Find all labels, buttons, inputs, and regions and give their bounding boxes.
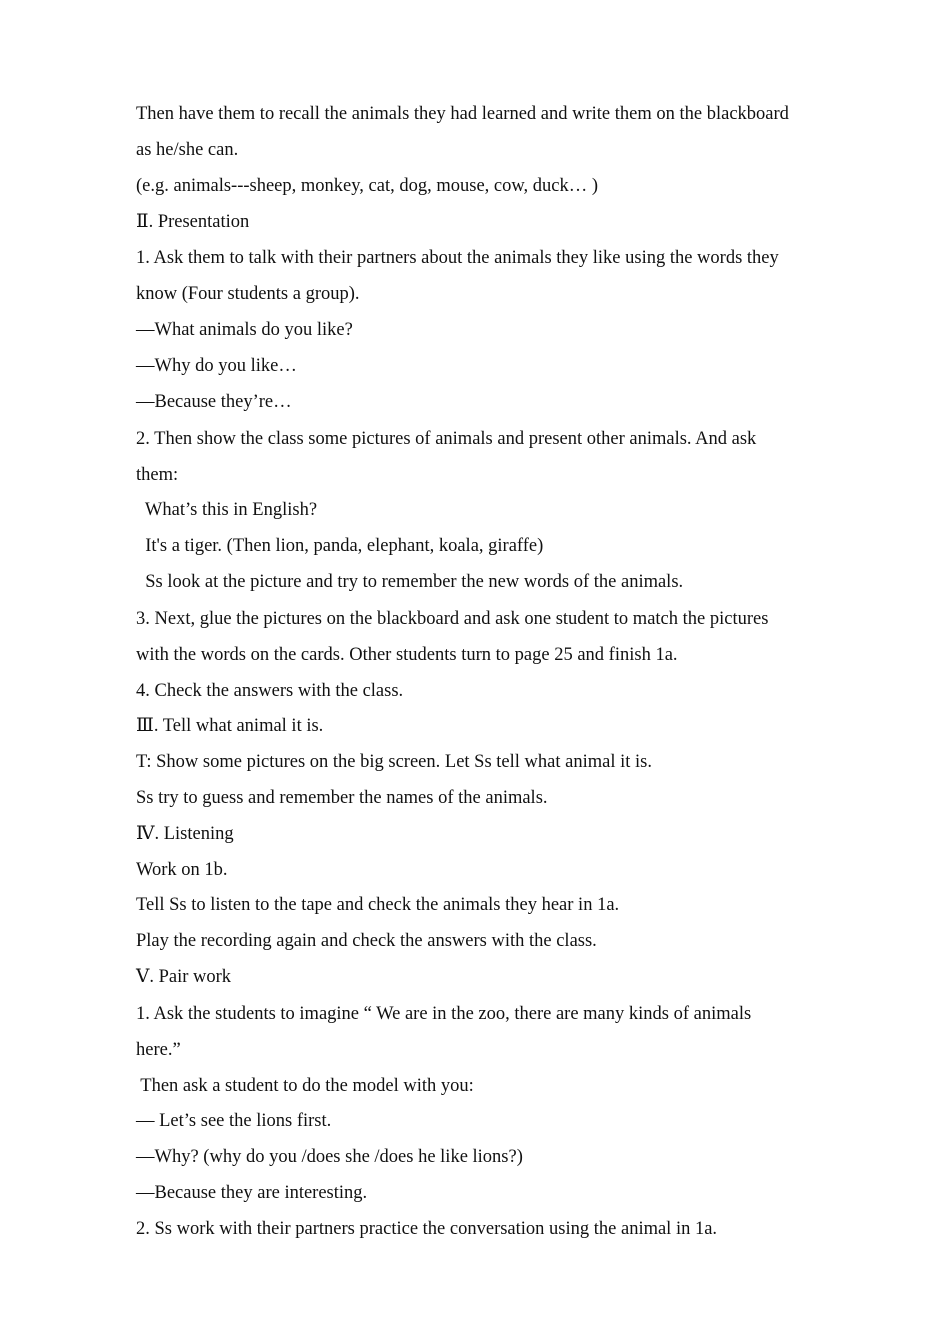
step-line: them:	[136, 464, 179, 485]
step-line: 2. Then show the class some pictures of animals and present other animals. And ask	[136, 428, 757, 449]
section-heading-listening: Ⅳ. Listening	[136, 823, 234, 844]
dialogue-line: —Why? (why do you /does she /does he like lions?)	[136, 1147, 523, 1168]
step-line: 3. Next, glue the pictures on the blackboard and ask one student to match the pictures	[136, 608, 769, 629]
dialogue-line: —What animals do you like?	[136, 320, 353, 341]
paragraph-line: Play the recording again and check the answers with the class.	[136, 931, 597, 952]
dialogue-line: —Because they’re…	[136, 391, 292, 412]
paragraph-line: as he/she can.	[136, 140, 239, 160]
document-body	[136, 96, 826, 1248]
section-heading-pair-work: Ⅴ. Pair work	[136, 966, 232, 987]
dialogue-line: —Because they are interesting.	[136, 1182, 368, 1203]
step-line: 1. Ask them to talk with their partners about the animals they like using the words they	[136, 248, 779, 269]
section-heading-presentation: Ⅱ. Presentation	[136, 211, 250, 232]
paragraph-line: Then have them to recall the animals they had learned and write them on the blackboard	[136, 104, 789, 124]
step-line: know (Four students a group).	[136, 284, 360, 305]
paragraph-line: Ss try to guess and remember the names of the animals.	[136, 787, 548, 808]
paragraph-line: T: Show some pictures on the big screen. Let Ss tell what animal it is.	[136, 752, 652, 773]
paragraph-line: Then ask a student to do the model with you:	[136, 1075, 474, 1096]
dialogue-line: Ss look at the picture and try to remember the new words of the animals.	[136, 571, 684, 592]
step-line: with the words on the cards. Other students turn to page 25 and finish 1a.	[136, 644, 678, 665]
step-line: here.”	[136, 1039, 181, 1060]
example-line: (e.g. animals---sheep, monkey, cat, dog, mouse, cow, duck… )	[136, 175, 599, 196]
paragraph-line: Work on 1b.	[136, 859, 228, 880]
section-heading-tell-animal: Ⅲ. Tell what animal it is.	[136, 716, 324, 737]
dialogue-line: What’s this in English?	[136, 500, 318, 521]
dialogue-line: It's a tiger. (Then lion, panda, elephant, koala, giraffe)	[136, 536, 544, 557]
step-line: 4. Check the answers with the class.	[136, 680, 404, 701]
step-line: 1. Ask the students to imagine “ We are in the zoo, there are many kinds of animals	[136, 1003, 752, 1024]
paragraph-line: Tell Ss to listen to the tape and check the animals they hear in 1a.	[136, 895, 620, 916]
step-line: 2. Ss work with their partners practice the conversation using the animal in 1a.	[136, 1218, 718, 1239]
dialogue-line: — Let’s see the lions first.	[136, 1111, 332, 1132]
dialogue-line: —Why do you like…	[136, 355, 297, 376]
